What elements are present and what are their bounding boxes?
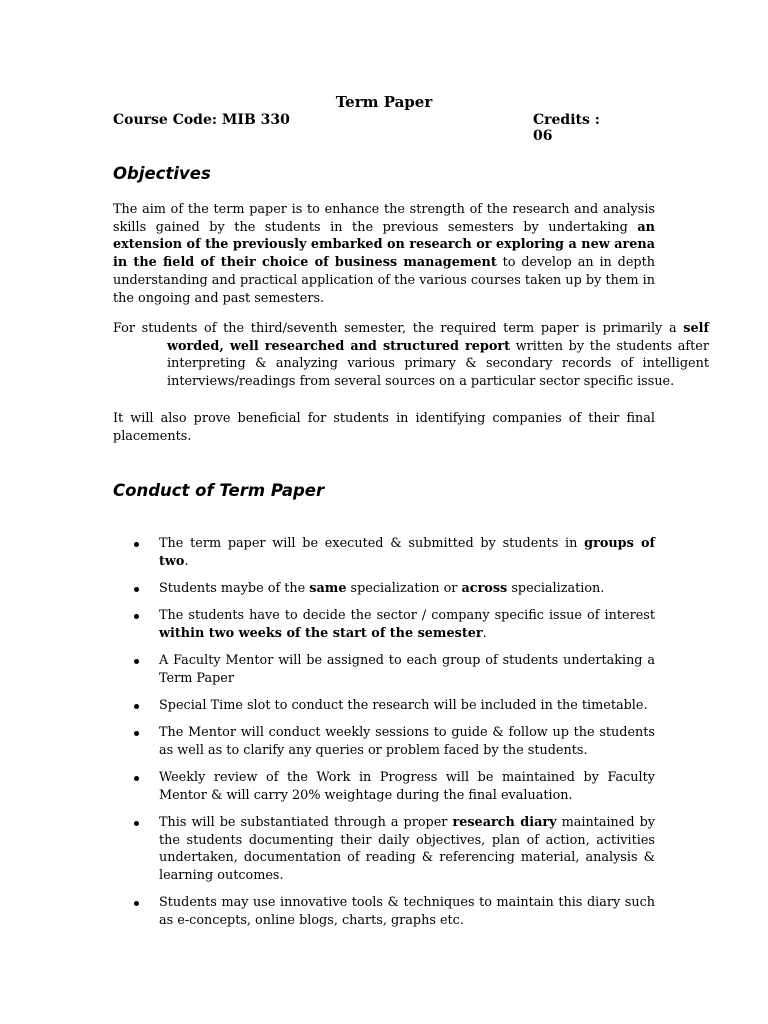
bullet-item <box>113 607 655 642</box>
bullet-icon <box>134 704 139 709</box>
conduct-heading: Conduct of Term Paper <box>113 481 325 500</box>
text-run: . <box>482 625 487 641</box>
text-run: Students maybe of the <box>159 580 310 596</box>
bullet-icon <box>134 542 139 547</box>
bullet-item <box>113 894 655 929</box>
bullet-icon <box>134 776 139 781</box>
bullet-item <box>113 724 655 759</box>
bold-text: within two weeks of the start of the semester <box>159 625 483 641</box>
page-title: Term Paper <box>335 93 433 111</box>
text-run: For students of the third/seventh semester, the required term paper is primarily a <box>113 321 684 336</box>
conduct-list <box>113 535 655 939</box>
text-run: specialization. <box>507 580 605 596</box>
bullet-icon <box>134 614 139 619</box>
text-run: The term paper will be executed & submitted by students in <box>159 536 585 551</box>
text-run: specialization or <box>346 580 462 596</box>
text-run: written by the students after interpreting & analyzing various primary & secondary records of intelligent interviews/readings from several sources on a particular sector specific issue. <box>167 338 709 390</box>
objectives-paragraph-1 <box>113 201 655 307</box>
text-run: Students may use innovative tools & techniques to maintain this diary such as e-concepts, online blogs, charts, graphs etc. <box>159 895 655 928</box>
text-run: maintained by the students documenting their daily objectives, plan of action, activities undertaken, documentation of reading & referencing material, analysis & learning outcomes. <box>159 814 656 884</box>
bold-text: across <box>461 580 508 596</box>
credits: Credits : 06 <box>533 112 600 144</box>
bold-text: self worded, well researched and structured report <box>167 321 709 354</box>
text-run: Special Time slot to conduct the research will be included in the timetable. <box>159 697 648 713</box>
bullet-icon <box>134 659 139 664</box>
text-run: A Faculty Mentor will be assigned to each group of students undertaking a Term Paper <box>159 653 655 686</box>
bullet-item <box>113 535 655 570</box>
bullet-item <box>113 580 655 598</box>
bold-text: an extension of the previously embarked on research or exploring a new arena in the field of their choice of business management <box>113 219 655 271</box>
objectives-paragraph-2 <box>113 320 709 391</box>
course-code: Course Code: MIB 330 <box>113 112 290 128</box>
text-run: The aim of the term paper is to enhance the strength of the research and analysis skills gained by the students in the previous semesters by undertaking <box>113 202 655 235</box>
text-run: It will also prove beneficial for students in identifying companies of their final placements. <box>113 411 655 444</box>
bold-text: groups of two <box>159 536 655 569</box>
text-run: The students have to decide the sector / company specific issue of interest <box>159 608 655 624</box>
text-run: The Mentor will conduct weekly sessions to guide & follow up the students as well as to clarify any queries or problem faced by the students. <box>159 725 655 758</box>
bullet-item <box>113 769 655 804</box>
bold-text: same <box>309 580 347 596</box>
bullet-icon <box>134 901 139 906</box>
text-run: . <box>184 553 189 569</box>
bullet-item <box>113 814 655 885</box>
bold-text: research diary <box>452 814 557 830</box>
bullet-icon <box>134 821 139 826</box>
text-run: This will be substantiated through a proper <box>159 814 453 830</box>
text-run: Weekly review of the Work in Progress will be maintained by Faculty Mentor & will carry 20% weightage during the final evaluation. <box>159 770 655 803</box>
bullet-item <box>113 652 655 687</box>
bullet-icon <box>134 587 139 592</box>
bullet-icon <box>134 731 139 736</box>
course-info-row <box>113 112 613 144</box>
bullet-item <box>113 697 655 715</box>
objectives-heading: Objectives <box>113 164 211 183</box>
objectives-paragraph-3 <box>113 410 655 445</box>
text-run: to develop an in depth understanding and practical application of the various courses taken up by them in the ongoing and past semesters. <box>113 255 655 306</box>
